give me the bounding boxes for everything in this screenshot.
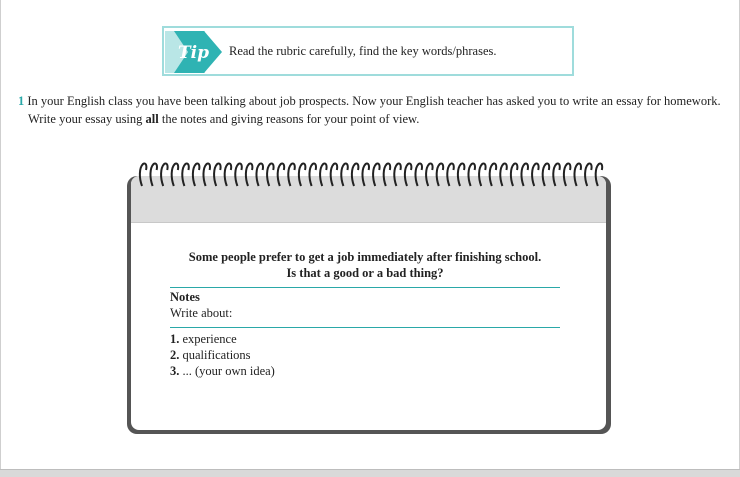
spiral-ring <box>500 163 507 186</box>
spiral-ring <box>150 163 157 186</box>
spiral-ring <box>331 163 338 186</box>
task-block <box>18 94 728 127</box>
task-number: 1 <box>18 94 25 108</box>
spiral-ring <box>458 163 465 186</box>
tip-box <box>162 26 574 76</box>
spiral-ring <box>468 163 475 186</box>
notes-list <box>170 331 275 379</box>
task-intro-text: In your English class you have been talking about job prospects. Now your English teacher has asked you to write an essay for homework. <box>27 94 721 108</box>
spiral-ring <box>225 163 232 186</box>
spiral-ring <box>490 163 497 186</box>
spiral-ring <box>362 163 369 186</box>
spiral-ring <box>203 163 210 186</box>
bottom-bar <box>0 469 740 477</box>
spiral-ring <box>288 163 295 186</box>
spiral-ring <box>479 163 486 186</box>
notes-title: Notes <box>170 290 200 304</box>
notes-subtitle: Write about: <box>170 306 233 320</box>
divider-bottom <box>170 327 560 328</box>
task-instruction-after: the notes and giving reasons for your point of view. <box>158 112 420 126</box>
spiral-ring <box>299 163 306 186</box>
spiral-ring <box>574 163 581 186</box>
spiral-ring <box>235 163 242 186</box>
spiral-ring <box>140 163 147 186</box>
spiral-ring <box>267 163 274 186</box>
list-item: 2. qualifications <box>170 348 251 362</box>
spiral-ring <box>172 163 179 186</box>
prompt-line-2: Is that a good or a bad thing? <box>286 266 444 280</box>
task-intro <box>18 94 728 109</box>
spiral-ring <box>394 163 401 186</box>
spiral-ring <box>320 163 327 186</box>
task-instruction-bold: all <box>145 112 159 126</box>
spiral-ring <box>341 163 348 186</box>
prompt-line-1: Some people prefer to get a job immediately after finishing school. <box>188 250 542 264</box>
spiral-ring <box>426 163 433 186</box>
divider-top <box>170 287 560 288</box>
spiral-ring <box>193 163 200 186</box>
spiral-ring <box>405 163 412 186</box>
task-instruction-before: Write your essay using <box>28 112 146 126</box>
spiral-ring <box>415 163 422 186</box>
spiral-ring <box>564 163 571 186</box>
spiral-ring <box>521 163 528 186</box>
page-edge-left <box>0 0 1 477</box>
spiral-ring <box>447 163 454 186</box>
spiral-ring <box>182 163 189 186</box>
spiral-ring <box>553 163 560 186</box>
spiral-ring <box>596 163 603 186</box>
spiral-ring <box>161 163 168 186</box>
spiral-ring <box>532 163 539 186</box>
spiral-ring <box>246 163 253 186</box>
spiral-ring <box>585 163 592 186</box>
spiral-ring <box>278 163 285 186</box>
notebook-card <box>131 176 606 430</box>
tip-text: Read the rubric carefully, find the key words/phrases. <box>229 44 497 58</box>
spiral-ring <box>511 163 518 186</box>
spiral-ring <box>543 163 550 186</box>
spiral-ring <box>437 163 444 186</box>
spiral-ring <box>309 163 316 186</box>
spiral-binding <box>138 160 608 188</box>
list-item: 1. experience <box>170 332 237 346</box>
spiral-ring <box>214 163 221 186</box>
tip-icon-label: Tip <box>178 43 209 63</box>
task-instruction <box>18 112 728 127</box>
spiral-ring <box>384 163 391 186</box>
tip-arrow-icon <box>164 30 224 74</box>
list-item: 3. ... (your own idea) <box>170 364 275 378</box>
spiral-ring <box>352 163 359 186</box>
spiral-ring <box>373 163 380 186</box>
essay-prompt <box>170 249 560 281</box>
spiral-ring <box>256 163 263 186</box>
